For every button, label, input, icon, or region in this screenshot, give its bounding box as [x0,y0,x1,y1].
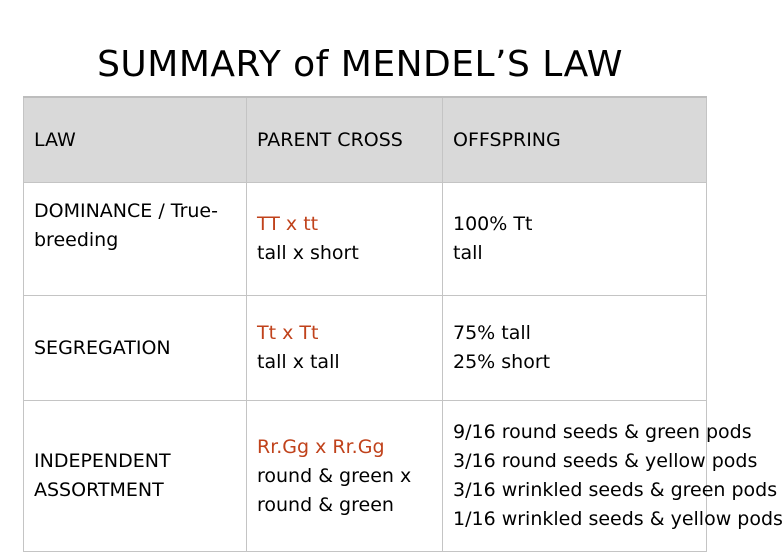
law-cell: DOMINANCE / True-breeding [24,183,247,296]
header-offspring: OFFSPRING [443,97,707,183]
parent-cross-cell [247,183,443,296]
cross-phenotype: tall x tall [257,351,340,373]
cross-phenotype: round & green x round & green [257,464,412,516]
law-cell: SEGREGATION [24,296,247,401]
offspring-line: 75% tall [453,322,531,344]
offspring-cell [443,401,783,552]
mendel-summary-table [23,96,783,552]
cross-symbol: Tt x Tt [257,322,319,344]
parent-cross-cell [247,401,443,552]
offspring-line: 9/16 round seeds & green pods [453,421,752,443]
law-cell: INDEPENDENT ASSORTMENT [24,401,247,552]
cross-phenotype: tall x short [257,242,359,264]
cross-symbol: Rr.Gg x Rr.Gg [257,435,385,458]
table-row [24,401,707,552]
header-parent-cross: PARENT CROSS [247,97,443,183]
table-header-row [24,97,707,183]
offspring-line: 100% Tt [453,213,533,235]
cross-symbol: TT x tt [257,213,319,235]
offspring-cell [443,296,707,401]
offspring-line: 25% short [453,351,551,373]
table-row [24,183,707,296]
offspring-line: tall [453,242,483,264]
offspring-line: 3/16 wrinkled seeds & green pods [453,479,778,501]
page-title: SUMMARY of MENDEL’S LAW [97,44,623,85]
offspring-line: 1/16 wrinkled seeds & yellow pods [453,508,783,530]
table-row [24,296,707,401]
parent-cross-cell [247,296,443,401]
offspring-line: 3/16 round seeds & yellow pods [453,450,758,472]
header-law: LAW [24,97,247,183]
offspring-cell [443,183,707,296]
